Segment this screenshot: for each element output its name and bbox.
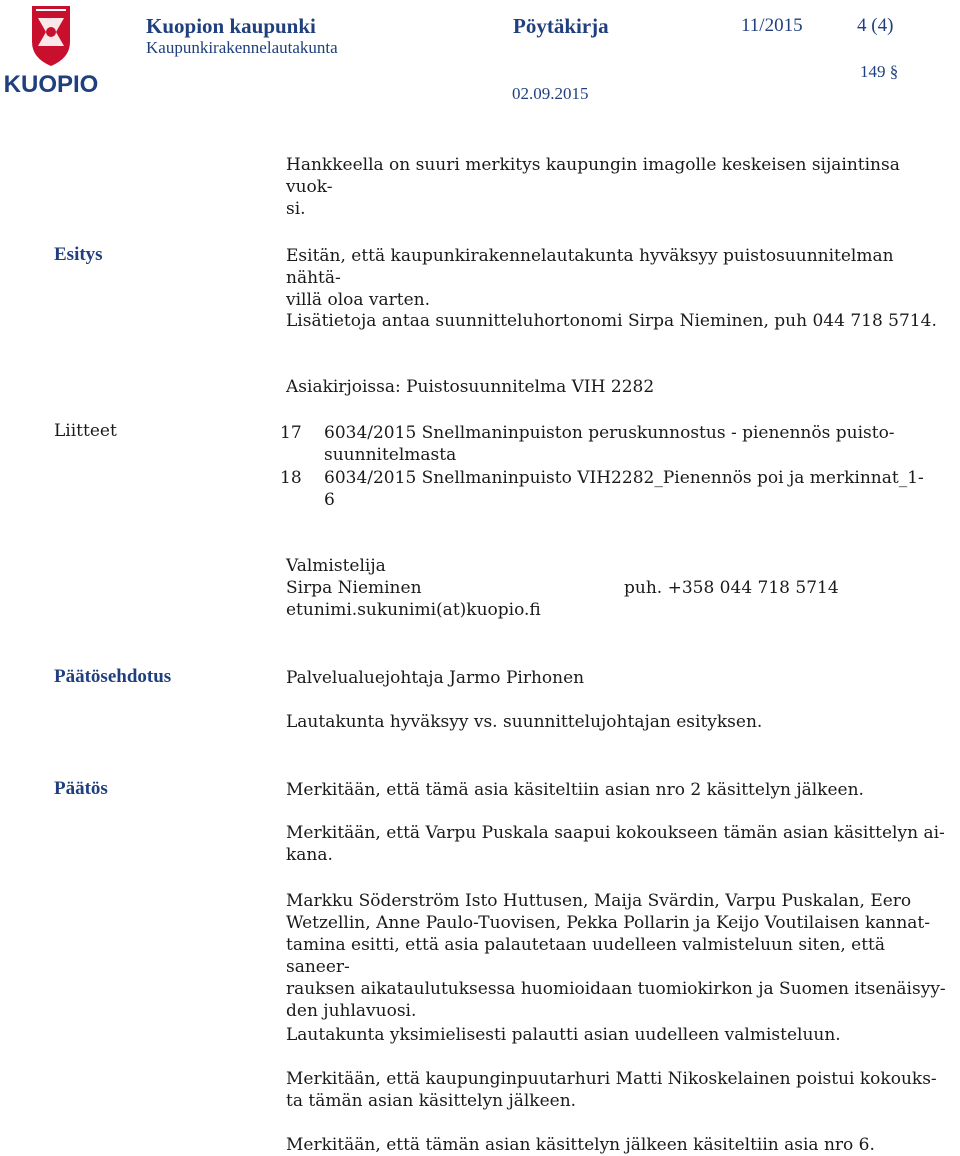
attachment-item xyxy=(324,467,924,511)
preparer-name: Sirpa Nieminen xyxy=(286,578,422,598)
paatosehdotus-label: Päätösehdotus xyxy=(54,666,172,687)
decision-line: den juhlavuosi. xyxy=(286,1001,417,1021)
decision-line: Lautakunta yksimielisesti palautti asian uudelleen valmisteluun. xyxy=(286,1025,841,1045)
esitys-line: villä oloa varten. xyxy=(286,290,431,310)
contact-info-line: Lisätietoja antaa suunnitteluhortonomi Sirpa Nieminen, puh 044 718 5714. xyxy=(286,311,937,331)
proposal-presenter xyxy=(286,667,946,689)
doc-type: Pöytäkirja xyxy=(513,14,609,38)
attachment-title: suunnitelmasta xyxy=(324,445,457,465)
kuopio-logo xyxy=(4,2,98,100)
decision-line: Merkitään, että tämä asia käsiteltiin asian nro 2 käsittelyn jälkeen. xyxy=(286,780,864,800)
attachment-number: 18 xyxy=(280,468,302,488)
paatos-label: Päätös xyxy=(54,778,108,799)
attachment-title: 6034/2015 Snellmaninpuisto VIH2282_Pienennös poi ja merkinnat_1- xyxy=(324,468,924,488)
esitys-info xyxy=(286,310,946,332)
decision-line: kana. xyxy=(286,845,333,865)
decision-line: Merkitään, että kaupunginpuutarhuri Matti Nikoskelainen poistui kokouks- xyxy=(286,1069,937,1089)
documents-line xyxy=(286,376,946,398)
decision-line: Merkitään, että tämän asian käsittelyn jälkeen käsiteltiin asia nro 6. xyxy=(286,1135,875,1155)
decision-line: ta tämän asian käsittelyn jälkeen. xyxy=(286,1091,577,1111)
intro-line: si. xyxy=(286,199,306,219)
decision-line: Markku Söderström Isto Huttusen, Maija Svärdin, Varpu Puskalan, Eero xyxy=(286,891,912,911)
intro-paragraph xyxy=(286,154,946,220)
preparer-title: Valmistelija xyxy=(286,556,386,576)
attachment-number: 17 xyxy=(280,423,302,443)
attachment-title: 6034/2015 Snellmaninpuiston peruskunnostus - pienennös puisto- xyxy=(324,423,895,443)
preparer-block xyxy=(286,555,541,621)
documents-text: Asiakirjoissa: Puistosuunnitelma VIH 2282 xyxy=(286,377,655,397)
attachment-item xyxy=(324,422,895,466)
decision-paragraph xyxy=(286,822,946,866)
decision-paragraph xyxy=(286,1134,946,1156)
decision-line: tamina esitti, että asia palautetaan uudelleen valmisteluun siten, että saneer- xyxy=(286,935,886,977)
proposal-text xyxy=(286,711,946,733)
doc-number: 11/2015 xyxy=(741,15,803,36)
decision-paragraph xyxy=(286,1068,946,1112)
decision-line: rauksen aikataulutuksessa huomioidaan tuomiokirkon ja Suomen itsenäisyy- xyxy=(286,979,946,999)
decision-line: Merkitään, että Varpu Puskala saapui kokoukseen tämän asian käsittelyn ai- xyxy=(286,823,945,843)
page-number: 4 (4) xyxy=(857,15,894,36)
section-number: 149 § xyxy=(860,62,899,81)
esitys-line: Esitän, että kaupunkirakennelautakunta hyväksyy puistosuunnitelman nähtä- xyxy=(286,246,894,288)
liitteet-label: Liitteet xyxy=(54,421,117,441)
attachment-title: 6 xyxy=(324,490,335,510)
decision-paragraph xyxy=(286,890,946,1022)
esitys-label: Esitys xyxy=(54,244,103,265)
meeting-date: 02.09.2015 xyxy=(512,84,589,103)
proposal-line: Lautakunta hyväksyy vs. suunnittelujohtajan esityksen. xyxy=(286,712,763,732)
decision-paragraph xyxy=(286,779,946,801)
preparer-phone: puh. +358 044 718 5714 xyxy=(624,578,839,598)
logo-text: KUOPIO xyxy=(4,71,98,98)
proposal-line: Palvelualuejohtaja Jarmo Pirhonen xyxy=(286,668,585,688)
department-name: Kaupunkirakennelautakunta xyxy=(146,38,338,57)
esitys-paragraph xyxy=(286,245,946,311)
intro-line: Hankkeella on suuri merkitys kaupungin imagolle keskeisen sijaintinsa vuok- xyxy=(286,155,900,197)
decision-paragraph xyxy=(286,1024,946,1046)
preparer-email: etunimi.sukunimi(at)kuopio.fi xyxy=(286,600,541,620)
decision-line: Wetzellin, Anne Paulo-Tuovisen, Pekka Pollarin ja Keijo Voutilaisen kannat- xyxy=(286,913,930,933)
org-name: Kuopion kaupunki xyxy=(146,14,316,38)
